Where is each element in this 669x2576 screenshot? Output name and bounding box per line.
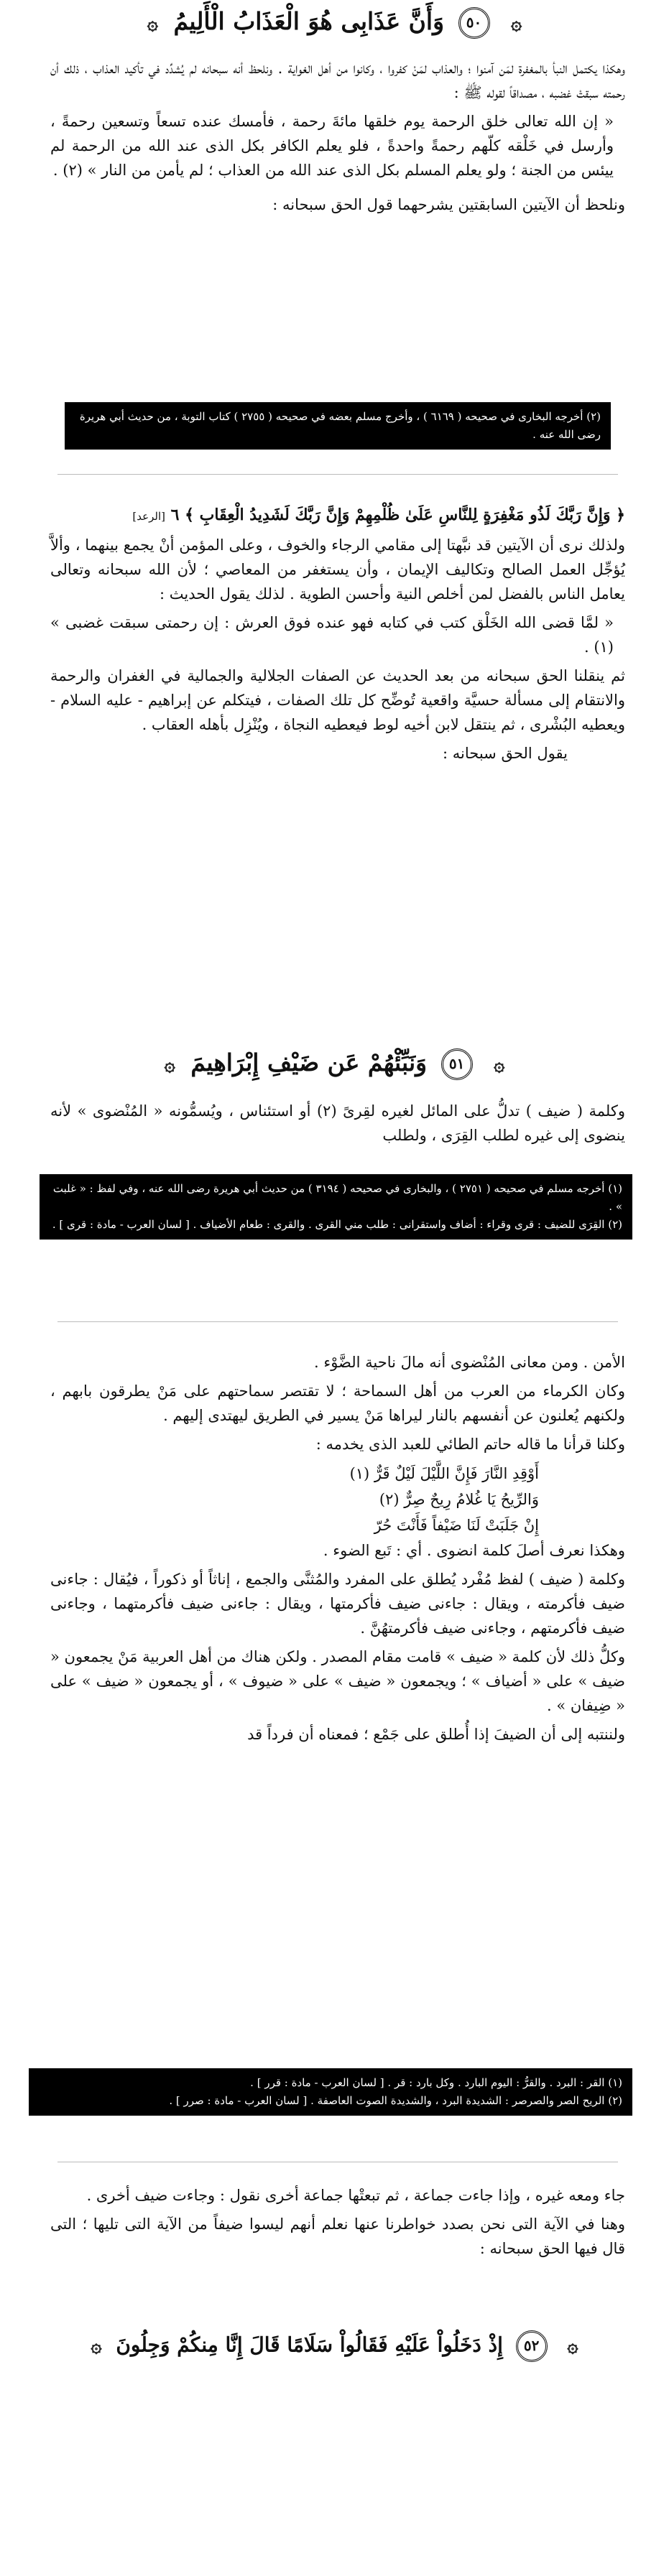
poem: [50, 1461, 625, 1538]
ornament-icon: ۞: [511, 13, 522, 34]
page-divider: [57, 474, 618, 475]
verse-banner: [0, 2330, 669, 2362]
paragraph: ونلحظ أن الآيتين السابقتين يشرحهما قول الحق سبحانه :: [272, 196, 625, 213]
verse-number: ٥٢: [516, 2330, 548, 2362]
hadith-quote: « لمَّا قضى الله الخَلْق كتب في كتابه فهو عنده فوق العرش : إن رحمتى سبقت غضبى » (١) .: [50, 614, 614, 656]
poem-line: أَوْقِدِ النَّارَ فَإِنَّ اللَّيْلَ لَيْلٌ قَرٌّ (١): [349, 1465, 539, 1482]
verse-banner: [0, 7, 669, 39]
body-text: [50, 503, 625, 770]
paragraph: ولذلك نرى أن الآيتين قد نبَّهتا إلى مقامي الرجاء والخوف ، وعلى المؤمن أنْ يجمع بينهما ، وألاَّ يُؤجِّل العمل الصالح وتكاليف الإيمان ، وأن يستغفر من المعاصي ؛ لأن الله سبحانه وتعالى يعامل الناس بالفضل لمن أخلص النية وأحسن الطوية . لذلك يقول الحديث :: [50, 536, 625, 603]
quran-verse: [50, 503, 625, 529]
poem-line: وَالرِّيحُ يَا غُلامُ رِيحٌ صِرٌّ (٢): [379, 1491, 539, 1508]
paragraph: وهنا في الآية التى نحن بصدد خواطرنا عنها نعلم أنهم ليسوا ضيفاً من الآية التى تليها ؛ التى قال فيها الحق سبحانه :: [50, 2215, 625, 2257]
body-text: [50, 1350, 625, 1751]
verse-number: ٥١: [441, 1048, 473, 1080]
body-text: [50, 1099, 625, 1152]
paragraph: يقول الحق سبحانه :: [443, 745, 568, 762]
verse-text: ﴿ وَإِنَّ رَبَّكَ لَذُو مَغْفِرَةٍ لِلنَّاسِ عَلَىٰ ظُلْمِهِمْ وَإِنَّ رَبَّكَ لَشَدِيدُ الْعِقَابِ ﴾ ٦: [170, 506, 625, 524]
verse-text: إِذْ دَخَلُواْ عَلَيْهِ فَقَالُواْ سَلَامًا قَالَ إِنَّا مِنكُمْ وَجِلُونَ: [116, 2333, 503, 2357]
ornament-icon: ۞: [494, 1054, 505, 1076]
paragraph: وكلمة ( ضيف ) تدلُّ على المائل لغيره لقِرىً (٢) أو استئناس ، ويُسمُّونه « المُنْضوى » لأنه ينضوى إلى غيره لطلب القِرَى ، ولطلب: [50, 1102, 626, 1144]
ornament-icon: ۞: [147, 13, 158, 34]
verse-banner: [0, 1048, 669, 1080]
footnote: (٢) القِرَى للضيف : قرى وقراء : أضاف واستقرانى : طلب مني القرى . والقرى : طعام الأضياف . [ لسان العرب - مادة : قرى ] .: [52, 1218, 622, 1231]
ornament-icon: ۞: [567, 2335, 578, 2357]
footnote: (٢) أخرجه البخارى في صحيحه ( ٦١٦٩ ) ، وأخرج مسلم بعضه في صحيحه ( ٢٧٥٥ ) كتاب التوبة ، من حديث أبي هريرة رضى الله عنه .: [79, 410, 601, 441]
paragraph: وهكذا نعرف أصلَ كلمة انضوى . أي : تَبع الضوء .: [323, 1542, 625, 1559]
paragraph: جاء ومعه غيره ، وإذا جاءت جماعة ، ثم تبعتْها جماعة أخرى نقول : وجاءت ضيف أخرى .: [86, 2187, 625, 2204]
paragraph: وهكذا يكتمل النبأ بالمغفرة لمَن آمنوا ؛ والعذاب لمَنْ كفروا ، وكانوا من أهل الغواية . ونلحظ أنه سبحانه لم يُشدِّد في تأكيد العذاب ، ذلك أن رحمته سبقتْ غضبه ، مصداقاً لقوله ﷺ :: [50, 60, 625, 101]
verse-number: ٥٠: [458, 7, 490, 39]
verse-reference: [الرعد]: [132, 510, 165, 523]
ornament-icon: ۞: [91, 2335, 102, 2357]
verse-text: وَأَنَّ عَذَابِى هُوَ الْعَذَابُ الْأَلِيمُ: [173, 7, 445, 35]
verse-text: وَنَبِّئْهُمْ عَن ضَيْفِ إِبْرَاهِيمَ: [190, 1048, 428, 1077]
footnote: (١) القر : البرد . والقرُّ : اليوم البارد . وكل بارد : قر . [ لسان العرب - مادة : قرر ] .: [250, 2076, 622, 2089]
footnote: (٢) الريح الصر والصرصر : الشديدة البرد ، والشديدة الصوت العاصفة . [ لسان العرب - مادة : صرر ] .: [169, 2094, 622, 2107]
paragraph: وكلنا قرأنا ما قاله حاتم الطائي للعبد الذى يخدمه :: [315, 1436, 625, 1453]
footnote-block: [29, 2068, 632, 2116]
footnote: (١) أخرجه مسلم في صحيحه ( ٢٧٥١ ) ، والبخارى في صحيحه ( ٣١٩٤ ) من حديث أبي هريرة رضى الله عنه ، وفي لفظ : « غلبت » .: [52, 1182, 622, 1213]
paragraph: ولننتبه إلى أن الضيفَ إذا أُطلق على جَمْع ؛ فمعناه أن فرداً قد: [247, 1726, 625, 1743]
paragraph: وكان الكرماء من العرب من أهل السماحة ؛ لا تقتصر سماحتهم على مَنْ يطرقون بابهم ، ولكنهم يُعلنون عن أنفسهم بالنار ليراها مَنْ يسير في الطريق ليهتدى إليهم .: [50, 1382, 625, 1424]
body-text: [50, 56, 625, 221]
paragraph: وكلُّ ذلك لأن كلمة « ضيف » قامت مقام المصدر . ولكن هناك من أهل العربية مَنْ يجمعون « ضيف » على « أضياف » ؛ ويجمعون « ضيف » على « ضيوف » ، أو يجمعون « ضيف » على « ضِيفان » .: [50, 1648, 625, 1714]
footnote-block: [40, 1174, 632, 1240]
paragraph: ثم ينقلنا الحق سبحانه من بعد الحديث عن الصفات الجلالية والجمالية في الغفران والرحمة والانتقام إلى مسألة حسيَّة واقعية تُوضِّح كل تلك الصفات ، فيتكلم عن إبراهيم - عليه السلام - ويعطيه البُشْرى ، ثم ينتقل لابن أخيه لوط فيعطيه النجاة ، ويُنْزِل بأهله العقاب .: [50, 667, 625, 733]
paragraph: وكلمة ( ضيف ) لفظ مُفْرد يُطلق على المفرد والمُثنَّى والجمع ، إناثاً أو ذكوراً ، فيُقال : جاءنى ضيف فأكرمته ، ويقال : جاءنى ضيف فأكرمتها ، ويقال : جاءنى ضيف فأكرمتهما ، وجاءنى ضيف فأكرمتهم ، وجاءنى ضيف فأكرمتهُنَّ .: [50, 1571, 625, 1637]
poem-line: إِنْ جَلَبَتْ لَنَا ضَيْفاً فَأَنْتَ حُرّ: [374, 1517, 539, 1534]
page-divider: [57, 1321, 618, 1322]
paragraph: الأمن . ومن معانى المُنْضوى أنه مالَ ناحية الضَّوْء .: [313, 1354, 625, 1371]
footnote-block: [65, 402, 611, 450]
hadith-quote: « إن الله تعالى خلق الرحمة يوم خلقها مائةَ رحمة ، فأمسك عنده تسعاً وتسعين رحمةً ، وأرسل في خَلْقه كلّهم رحمةً واحدةً ، فلو يعلم الكافر بكل الذى عند الله من الرحمة لم ييئس من الجنة ؛ ولو يعلم المسلم بكل الذى عند الله من العذاب ؛ لم يأمن من النار » (٢) .: [50, 113, 614, 179]
ornament-icon: ۞: [164, 1054, 175, 1076]
body-text: [50, 2183, 625, 2265]
